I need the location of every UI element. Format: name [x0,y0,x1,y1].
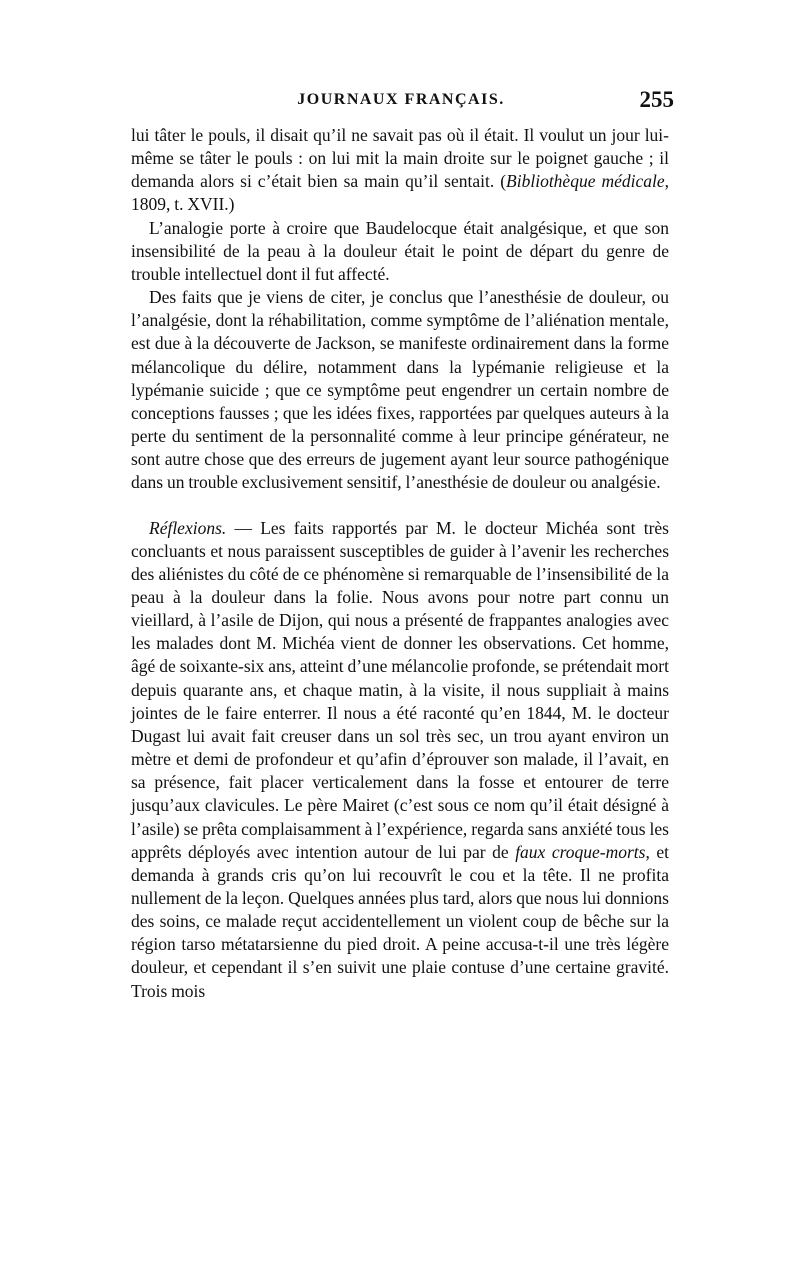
italic-run: Bibliothèque médicale [506,171,665,192]
text-run: , 1809, t. XVII.) [131,171,669,215]
italic-run: Réflexions. [149,517,227,538]
text-run: Des faits que je viens de citer, je conclus que l’anesthésie de douleur, ou l’analgésie, dont la réhabilitation, comme symptôme de l’aliénation mentale, est due à la découverte de Jackson, se manifeste ordinairement dans la forme mélancolique du délire, notamment dans la lypémanie religieuse et la lypémanie suicide ; que ce symptôme peut engendrer un certain nombre de conceptions fausses ; que les idées fixes, rapportées par quelques auteurs à la perte du sentiment de la personnalité comme à leur principe générateur, ne sont autre chose que des erreurs de jugement ayant leur source pathogénique dans un trouble exclusivement sensitif, l’anesthésie de douleur ou analgésie. [131,287,669,493]
paragraph-p4 [131,517,669,1003]
text-run: L’analogie porte à croire que Baudelocque était analgésique, et que son insensibilité de la peau à la douleur était le point de départ du genre de trouble intellectuel dont il fut affecté. [131,217,669,284]
paragraph-p1 [131,124,669,217]
body-text [131,124,669,1003]
running-title: JOURNAUX FRANÇAIS. [297,91,505,108]
italic-run: faux croque-morts [515,841,646,862]
text-run: — Les faits rapportés par M. le docteur Michéa sont très concluants et nous paraissent susceptibles de guider à l’avenir les recherches des aliénistes du côté de ce phénomène si remarquable de l’insensibilité de la peau à la douleur dans la folie. Nous avons pour notre part connu un vieillard, à l’asile de Dijon, qui nous a présenté de frappantes analogies avec les malades dont M. Michéa vient de donner les observations. Cet homme, âgé de soixante-six ans, atteint d’une mélancolie profonde, se prétendait mort depuis quarante ans, et chaque matin, à la visite, il nous suppliait à mains jointes de le faire enterrer. Il nous a été raconté qu’en 1844, M. le docteur Dugast lui avait fait creuser dans un sol très sec, un trou ayant environ un mètre et demi de profondeur et qu’afin d’éprouver son malade, il l’avait, en sa présence, fait placer verticalement dans la fosse et entourer de terre jusqu’aux clavicules. Le père Mairet (c’est sous ce nom qu’il était désigné à l’asile) se prêta complaisamment à l’expérience, regarda sans anxiété tous les apprêts déployés avec intention autour de lui par de [131,517,669,862]
paragraph-p3 [131,286,669,494]
text-run: , et demanda à grands cris qu’on lui recouvrît le cou et la tête. Il ne profita nullement de la leçon. Quelques années plus tard, alors que nous lui donnions des soins, ce malade reçut accidentellement un violent coup de bêche sur la région tarso métatarsienne du pied droit. A peine accusa-t-il une très légère douleur, et cependant il s’en suivit une plaie contuse d’une certaine gravité. Trois mois [131,841,670,1001]
text-run: lui tâter le pouls, il disait qu’il ne savait pas où il était. Il voulut un jour lui-même se tâter le pouls : on lui mit la main droite sur le poignet gauche ; il demanda alors si c’était bien sa main qu’il sentait. ( [131,125,669,192]
running-header [128,87,674,117]
paragraph-p2 [131,217,669,286]
page-number: 255 [639,87,674,112]
